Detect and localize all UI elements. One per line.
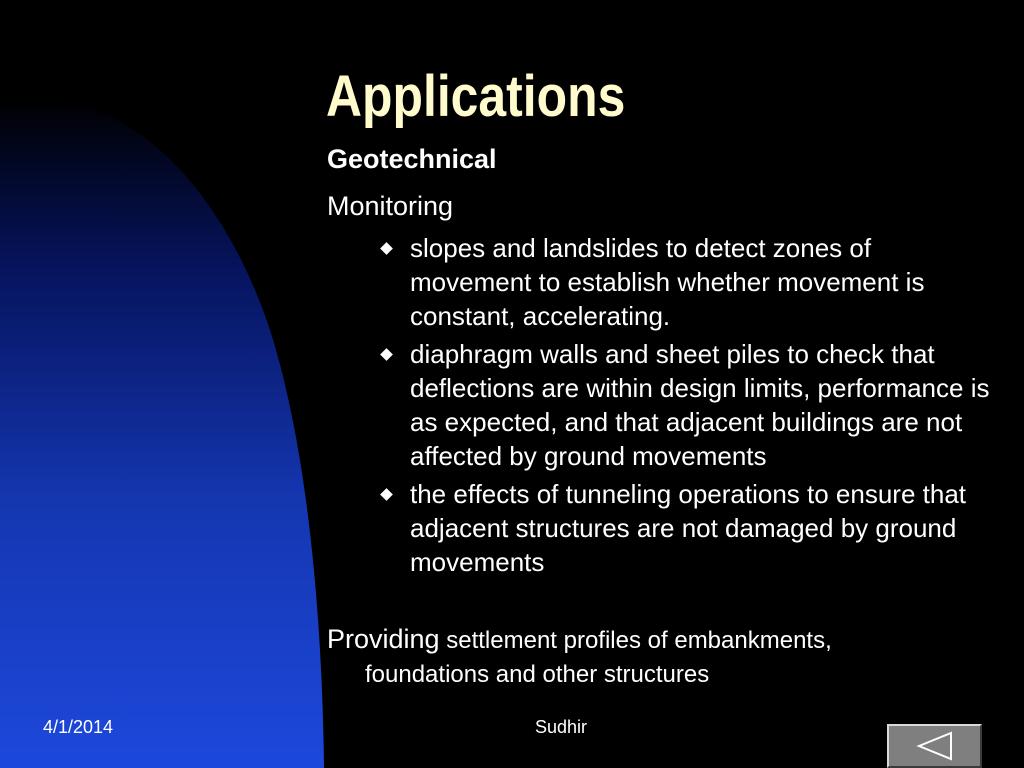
triangle-left-icon <box>889 726 980 766</box>
bullet-text: diaphragm walls and sheet piles to check that deflections are within design limits, performance is as expected, and that adjacent buildings are not affected by ground movements <box>410 339 990 471</box>
section-label: Monitoring <box>327 191 454 221</box>
bullet-item <box>378 231 998 333</box>
bullet-list <box>378 231 998 583</box>
bullet-item <box>378 477 998 579</box>
diamond-bullet-icon <box>380 488 393 501</box>
bullet-text: the effects of tunneling operations to ensure that adjacent structures are not damaged by ground movements <box>410 479 967 577</box>
bullet-text: slopes and landslides to detect zones of movement to establish whether movement is constant, accelerating. <box>410 233 925 331</box>
diamond-bullet-icon <box>380 348 393 361</box>
slide-title: Applications <box>326 64 626 129</box>
providing-paragraph <box>327 622 987 692</box>
providing-text-line1: settlement profiles of embankments, <box>446 627 832 654</box>
footer-author: Sudhir <box>535 717 588 737</box>
bullet-item <box>378 337 998 473</box>
footer-date: 4/1/2014 <box>43 717 114 737</box>
subheading: Geotechnical <box>327 144 497 174</box>
providing-text-line2: foundations and other structures <box>365 661 710 688</box>
providing-lead: Providing <box>327 624 440 654</box>
previous-slide-button[interactable] <box>887 724 982 768</box>
diamond-bullet-icon <box>380 242 393 255</box>
